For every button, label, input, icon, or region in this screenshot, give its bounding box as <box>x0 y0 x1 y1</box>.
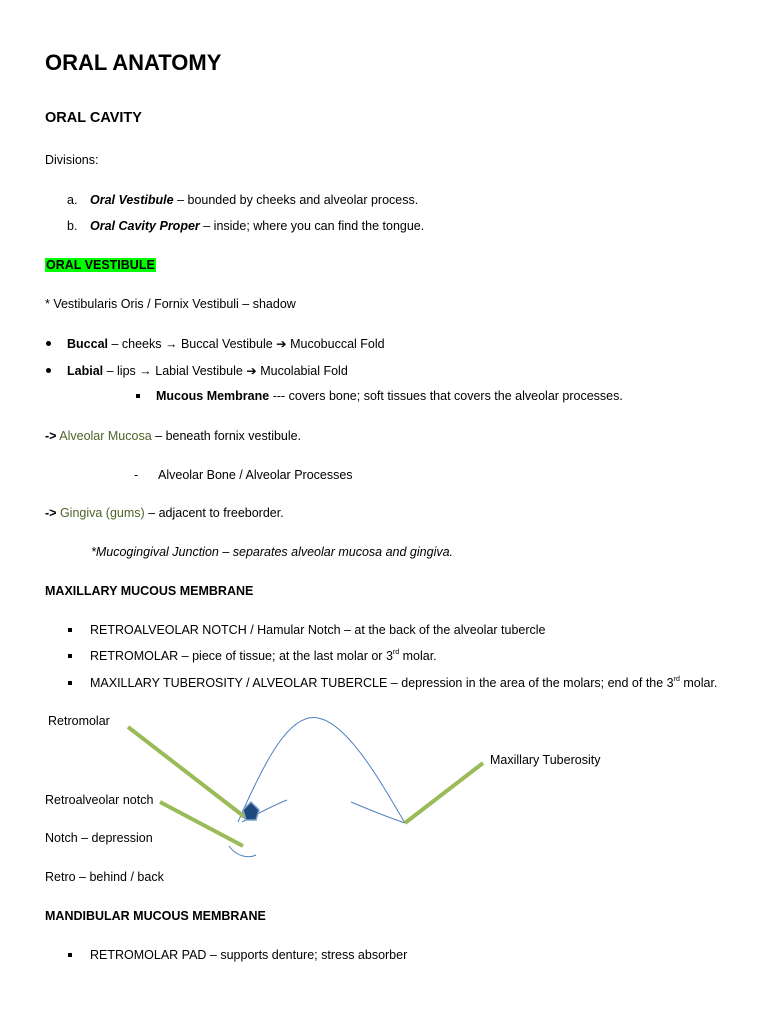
notch-curve-right <box>351 802 405 823</box>
arrow-prefix: -> <box>45 506 57 520</box>
arrow-icon: → <box>164 337 178 351</box>
mucogingival-note: *Mucogingival Junction – separates alveolar mucosa and gingiva. <box>91 545 454 559</box>
bullet-text: Buccal Vestibule <box>177 337 277 351</box>
bullet-text: – lips <box>103 364 140 378</box>
item-text: RETROALVEOLAR NOTCH / Hamular Notch – at the back of the alveolar tubercle <box>90 623 546 637</box>
highlighted-heading: ORAL VESTIBULE <box>46 258 155 272</box>
line-text: Alveolar Bone / Alveolar Processes <box>158 468 353 482</box>
olive-term: Alveolar Mucosa <box>59 429 152 443</box>
mandibular-heading: MANDIBULAR MUCOUS MEMBRANE <box>45 909 266 923</box>
olive-term: Gingiva (gums) <box>59 506 145 520</box>
division-term: Oral Cavity Proper <box>90 219 200 233</box>
page-title: ORAL ANATOMY <box>45 50 222 75</box>
retro-note: Retro – behind / back <box>45 870 164 884</box>
bullet-text: --- covers bone; soft tissues that covers the alveolar processes. <box>269 389 623 403</box>
bullet-term: Mucous Membrane <box>156 389 270 403</box>
label-retromolar: Retromolar <box>48 714 110 728</box>
mandibular-item <box>68 948 407 962</box>
item-text: RETROMOLAR PAD – supports denture; stress absorber <box>90 948 408 962</box>
label-retroalveolar-notch: Retroalveolar notch <box>45 793 154 807</box>
bullet-term: Buccal <box>67 337 108 351</box>
bullet-text: Mucolabial Fold <box>256 364 348 378</box>
line-text: – beneath fornix vestibule. <box>151 429 302 443</box>
item-text: RETROMOLAR – piece of tissue; at the last molar or 3 <box>90 649 393 663</box>
bullet-text: – cheeks <box>108 337 165 351</box>
superscript: rd <box>392 649 400 656</box>
label-maxillary-tuberosity: Maxillary Tuberosity <box>490 753 601 767</box>
item-text: molar. <box>399 649 437 663</box>
division-text: – inside; where you can find the tongue. <box>199 219 425 233</box>
division-term: Oral Vestibule <box>90 193 174 207</box>
bullet-text: Mucobuccal Fold <box>286 337 385 351</box>
maxillary-heading: MAXILLARY MUCOUS MEMBRANE <box>45 584 254 598</box>
square-bullet-icon <box>68 953 72 957</box>
line-text: – adjacent to freeborder. <box>144 506 284 520</box>
tuberosity-pointer-line <box>405 763 483 823</box>
notch-note: Notch – depression <box>45 831 153 845</box>
oral-cavity-heading: ORAL CAVITY <box>45 110 142 126</box>
bold-arrow-icon: ➔ <box>246 364 257 378</box>
item-text: MAXILLARY TUBEROSITY / ALVEOLAR TUBERCLE – depression in the area of the molars; end of the 3 <box>90 676 674 690</box>
division-text: – bounded by cheeks and alveolar process. <box>173 193 419 207</box>
divisions-label: Divisions: <box>45 153 99 167</box>
arch-curve <box>238 717 405 823</box>
arrow-prefix: -> <box>45 429 57 443</box>
superscript: rd <box>673 676 680 683</box>
arrow-icon: → <box>139 364 152 378</box>
item-text: molar. <box>679 676 718 690</box>
vestibularis-note: * Vestibularis Oris / Fornix Vestibuli – shadow <box>45 297 296 311</box>
bullet-term: Labial <box>67 364 104 378</box>
dash-marker: - <box>134 468 139 482</box>
list-marker: a. <box>67 193 78 207</box>
lower-curve <box>229 846 256 857</box>
list-marker: b. <box>67 219 78 233</box>
bold-arrow-icon: ➔ <box>276 337 287 351</box>
bullet-text: Labial Vestibule <box>151 364 247 378</box>
